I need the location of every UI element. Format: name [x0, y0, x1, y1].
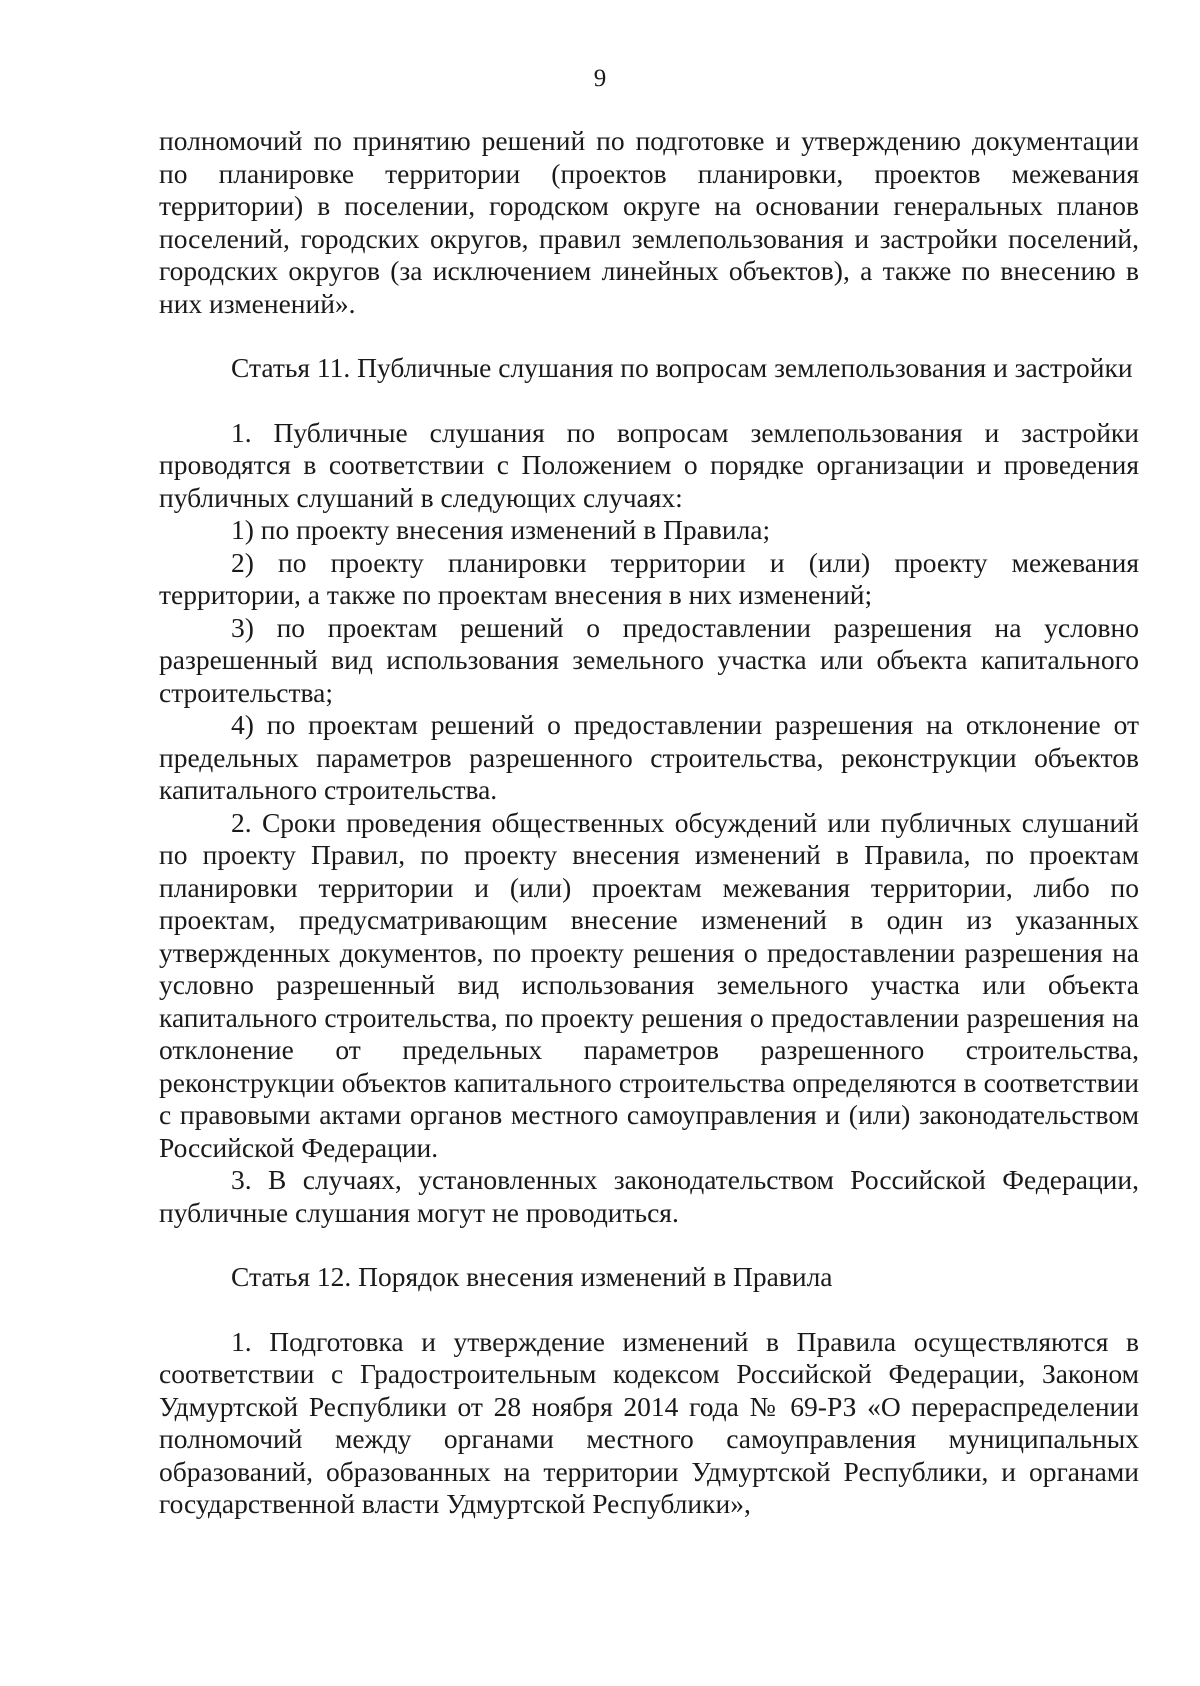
page-number: 9	[593, 65, 607, 92]
article-11-item-4: 4) по проектам решений о предоставлении разрешения на отклонение от предельных параметров разрешенного строительства, реконструкции объектов капитального строительства.	[159, 709, 1139, 805]
paragraph-continuation: полномочий по принятию решений по подготовке и утверждению документации по планировке территории (проектов планировки, проектов межевания территории) в поселении, городском округе на основании генеральных планов поселений, городских округов, правил землепользования и застройки поселений, городских округов (за исключением линейных объектов), а также по внесению в них изменений».	[159, 125, 1139, 319]
article-12-heading: Статья 12. Порядок внесения изменений в Правила	[231, 1261, 833, 1292]
article-11-item-2: 2) по проекту планировки территории и (или) проекту межевания территории, а также по проектам внесения в них изменений;	[159, 546, 1139, 610]
article-11-item-3: 3) по проектам решений о предоставлении разрешения на условно разрешенный вид использования земельного участка или объекта капитального строительства;	[159, 611, 1139, 708]
article-11-clause-1: 1. Публичные слушания по вопросам землепользования и застройки проводятся в соответствии с Положением о порядке организации и проведения публичных слушаний в следующих случаях:	[159, 416, 1139, 513]
article-12-clause-1: 1. Подготовка и утверждение изменений в Правила осуществляются в соответствии с Градостроительным кодексом Российской Федерации, Законом Удмуртской Республики от 28 ноября 2014 года № 69-РЗ «О перераспределении полномочий между органами местного самоуправления муниципальных образований, образованных на территории Удмуртской Республики, и органами государственной власти Удмуртской Республики»,	[159, 1325, 1139, 1519]
article-11-clause-3: 3. В случаях, установленных законодательством Российской Федерации, публичные слушания могут не проводиться.	[159, 1164, 1139, 1228]
document-body	[159, 125, 1139, 1521]
article-11-item-1: 1) по проекту внесения изменений в Правила;	[231, 514, 771, 545]
article-11-clause-2: 2. Сроки проведения общественных обсуждений или публичных слушаний по проекту Правил, по проекту внесения изменений в Правила, по проектам планировки территории и (или) проектам межевания территории, либо по проектам, предусматривающим внесение изменений в один из указанных утвержденных документов, по проекту решения о предоставлении разрешения на условно разрешенный вид использования земельного участка или объекта капитального строительства, по проекту решения о предоставлении разрешения на отклонение от предельных параметров разрешенного строительства, реконструкции объектов капитального строительства определяются в соответствии с правовыми актами органов местного самоуправления и (или) законодательством Российской Федерации.	[159, 806, 1139, 1163]
article-11-heading: Статья 11. Публичные слушания по вопросам землепользования и застройки	[231, 352, 1133, 383]
